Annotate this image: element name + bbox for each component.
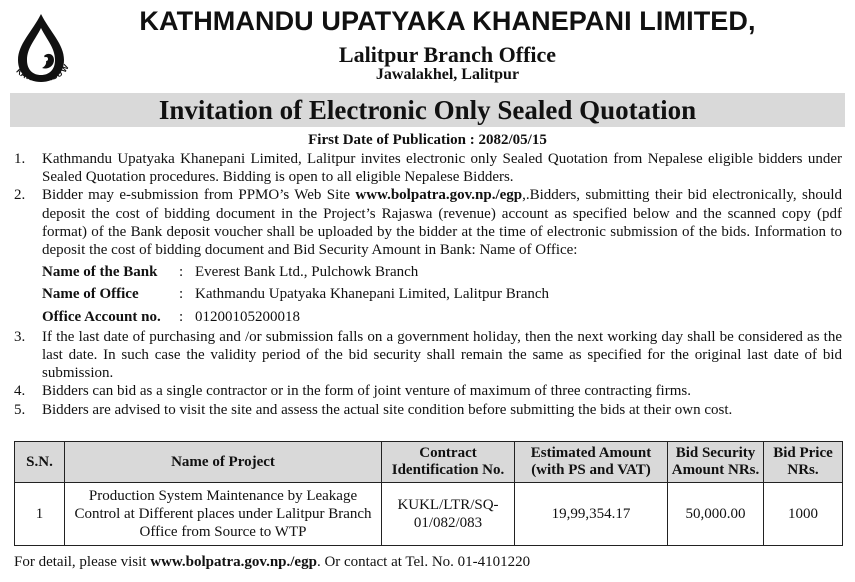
item-number: 4. xyxy=(14,383,26,400)
footer-egp-link[interactable]: www.bolpatra.gov.np./egp xyxy=(150,554,317,570)
item-text: Bidders are advised to visit the site and assess the actual site condition before submitting the bids at their own cost. xyxy=(42,401,733,418)
header-contract-id: Contract Identification No. xyxy=(382,442,515,483)
footer-text-before: For detail, please visit xyxy=(14,554,151,570)
cell-contract-id: KUKL/LTR/SQ-01/082/083 xyxy=(382,483,515,546)
notice-item-4 xyxy=(14,382,842,400)
cell-sn: 1 xyxy=(15,483,65,546)
organization-name: KATHMANDU UPATYAKA KHANEPANI LIMITED, xyxy=(139,6,756,36)
item-number: 2. xyxy=(14,187,26,204)
cell-bid-price: 1000 xyxy=(764,483,843,546)
branch-office: Lalitpur Branch Office xyxy=(338,42,557,67)
table-row xyxy=(15,483,843,546)
header xyxy=(0,0,855,90)
office-location: Jawalakhel, Lalitpur xyxy=(375,66,520,83)
office-name-value: Kathmandu Upatyaka Khanepani Limited, Lalitpur Branch xyxy=(195,286,550,303)
notice-item-1 xyxy=(14,150,842,186)
account-number-label: Office Account no. xyxy=(42,308,161,325)
office-name-row xyxy=(14,285,842,303)
footer-text-after: . Or contact at Tel. No. 01-4101220 xyxy=(316,554,531,570)
notice-item-2 xyxy=(14,186,842,259)
item-text: If the last date of purchasing and /or submission falls on a government holiday, then the next working day shall be considered as the last date. In such case the validity period of the bid security shall remain the same as specified for the original last date of bid submission. xyxy=(42,328,842,382)
egp-link[interactable]: www.bolpatra.gov.np./egp xyxy=(355,187,523,204)
cell-estimated-amount: 19,99,354.17 xyxy=(515,483,668,546)
cell-project-name: Production System Maintenance by Leakage Control at Different places under Lalitpur Branch Office from Source to WTP xyxy=(65,483,382,546)
header-project-name: Name of Project xyxy=(65,442,382,483)
notice-item-3 xyxy=(14,328,842,383)
bank-name-row xyxy=(14,263,842,281)
header-sn: S.N. xyxy=(15,442,65,483)
table-header-row xyxy=(15,442,843,483)
separator: : xyxy=(179,264,184,281)
notice-title-banner: Invitation of Electronic Only Sealed Quotation xyxy=(10,93,845,127)
separator: : xyxy=(179,286,184,303)
item-number: 5. xyxy=(14,401,26,418)
item-text: Bidders can bid as a single contractor or in the form of joint venture of maximum of three contracting firms. xyxy=(42,383,691,400)
projects-table xyxy=(14,441,843,546)
logo-text: KATHMANDU W xyxy=(14,63,71,84)
account-number-value: 01200105200018 xyxy=(195,308,300,325)
header-bid-security: Bid Security Amount NRs. xyxy=(668,442,764,483)
notice-item-5 xyxy=(14,401,842,419)
cell-bid-security: 50,000.00 xyxy=(668,483,764,546)
item-text-before: Bidder may e-submission from PPMO’s Web Site xyxy=(42,187,356,204)
bank-name-value: Everest Bank Ltd., Pulchowk Branch xyxy=(195,264,419,281)
account-number-row xyxy=(14,308,842,326)
item-text: Kathmandu Upatyaka Khanepani Limited, Lalitpur invites electronic only Sealed Quotation from Nepalese eligible bidders under Sealed Quotation procedures. Bidding is open to all eligible Nepalese Bidders. xyxy=(42,151,842,186)
publication-date: First Date of Publication : 2082/05/15 xyxy=(308,132,547,148)
bank-name-label: Name of the Bank xyxy=(42,264,158,281)
footer-contact xyxy=(14,554,842,571)
item-text-after: ,.Bidders, submitting their bid electronically, should deposit the cost of bidding document in the Project’s Rajaswa (revenue) account as specified below and the scanned copy (pdf format) of the Bank deposit voucher shall be uploaded by the bidder at the time of electronic submission of the bids. Information to deposit the cost of bidding document and Bid Security Amount in Bank: Name of Office: xyxy=(42,187,842,259)
item-number: 1. xyxy=(14,151,26,167)
header-bid-price: Bid Price NRs. xyxy=(764,442,843,483)
header-estimated-amount: Estimated Amount (with PS and VAT) xyxy=(515,442,668,483)
office-name-label: Name of Office xyxy=(42,286,139,303)
item-number: 3. xyxy=(14,328,26,345)
separator: : xyxy=(179,308,184,325)
notice-body xyxy=(14,150,842,419)
